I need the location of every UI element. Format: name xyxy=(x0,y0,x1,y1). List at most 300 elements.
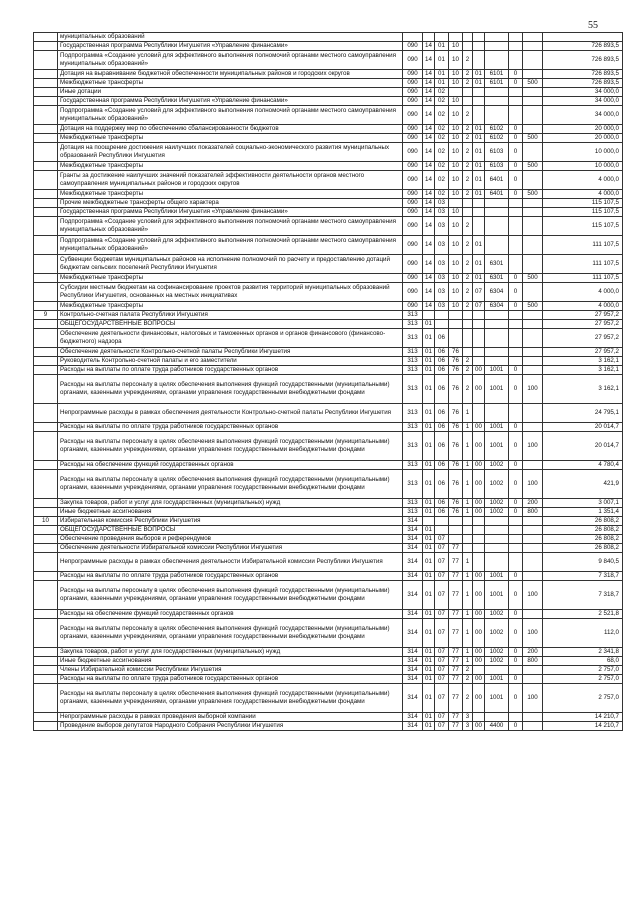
code-subprogram: 1 xyxy=(463,609,473,618)
code-direction: 6102 xyxy=(485,124,509,133)
row-amount: 115 107,5 xyxy=(543,207,623,216)
row-name: Государственная программа Республики Ингушетия «Управление финансами» xyxy=(58,96,403,105)
code-sub: 0 xyxy=(509,189,523,198)
code-program: 77 xyxy=(449,674,463,683)
code-ministry: 313 xyxy=(403,422,423,431)
row-name: Непрограммные расходы в рамках обеспечения деятельности Контрольно-счетной палаты Республики Ингушетия xyxy=(58,403,403,422)
code-subprogram: 2 xyxy=(463,124,473,133)
code-expense-type: 500 xyxy=(523,133,543,142)
code-subsection: 07 xyxy=(435,665,449,674)
row-name: ОБЩЕГОСУДАРСТВЕННЫЕ ВОПРОСЫ xyxy=(58,525,403,534)
code-subsection: 07 xyxy=(435,609,449,618)
row-number xyxy=(34,207,58,216)
code-subprogram: 2 xyxy=(463,683,473,712)
code-main-event xyxy=(473,207,485,216)
code-main-event xyxy=(473,534,485,543)
row-number xyxy=(34,683,58,712)
row-name: Прочие межбюджетные трансферты общего характера xyxy=(58,198,403,207)
code-section: 01 xyxy=(423,422,435,431)
code-section: 01 xyxy=(423,525,435,534)
code-ministry: 313 xyxy=(403,347,423,356)
code-direction xyxy=(485,105,509,124)
row-name: Обеспечение проведения выборов и референдумов xyxy=(58,534,403,543)
code-ministry: 090 xyxy=(403,96,423,105)
table-row xyxy=(34,170,623,189)
code-subsection: 06 xyxy=(435,328,449,347)
code-sub: 0 xyxy=(509,618,523,647)
code-ministry: 090 xyxy=(403,235,423,254)
row-number xyxy=(34,216,58,235)
row-number: 9 xyxy=(34,310,58,319)
row-name: Избирательная комиссия Республики Ингушетия xyxy=(58,516,403,525)
code-direction: 1002 xyxy=(485,647,509,656)
row-amount: 2 757,0 xyxy=(543,683,623,712)
code-main-event xyxy=(473,319,485,328)
code-subsection: 02 xyxy=(435,96,449,105)
row-name: Дотация на поддержку мер по обеспечению сбалансированности бюджетов xyxy=(58,124,403,133)
code-subsection: 07 xyxy=(435,618,449,647)
code-program: 10 xyxy=(449,96,463,105)
code-sub xyxy=(509,310,523,319)
code-direction: 1001 xyxy=(485,571,509,580)
code-subprogram xyxy=(463,543,473,552)
code-direction xyxy=(485,96,509,105)
code-main-event xyxy=(473,310,485,319)
row-name: Расходы на выплаты персоналу в целях обеспечения выполнения функций государственными (муниципальными) органами, казенными учреждениями, органами управления государственными внебюджетными фондами xyxy=(58,469,403,498)
row-number xyxy=(34,721,58,730)
code-sub xyxy=(509,552,523,571)
row-name: Руководитель Контрольно-счетной палаты и его заместители xyxy=(58,356,403,365)
table-row xyxy=(34,189,623,198)
table-row xyxy=(34,571,623,580)
code-subprogram: 1 xyxy=(463,618,473,647)
code-program: 77 xyxy=(449,665,463,674)
code-subprogram: 2 xyxy=(463,374,473,403)
code-ministry: 313 xyxy=(403,365,423,374)
row-number xyxy=(34,656,58,665)
code-sub xyxy=(509,235,523,254)
code-section: 14 xyxy=(423,301,435,310)
code-main-event: 01 xyxy=(473,78,485,87)
code-ministry: 314 xyxy=(403,674,423,683)
row-amount: 421,9 xyxy=(543,469,623,498)
code-sub: 0 xyxy=(509,683,523,712)
code-sub xyxy=(509,328,523,347)
row-amount: 34 000,0 xyxy=(543,96,623,105)
code-ministry: 314 xyxy=(403,712,423,721)
code-program: 10 xyxy=(449,161,463,170)
code-ministry: 314 xyxy=(403,534,423,543)
code-ministry: 313 xyxy=(403,310,423,319)
code-main-event: 07 xyxy=(473,282,485,301)
row-number xyxy=(34,460,58,469)
row-number xyxy=(34,618,58,647)
table-row xyxy=(34,683,623,712)
table-row xyxy=(34,69,623,78)
code-ministry: 314 xyxy=(403,525,423,534)
row-number xyxy=(34,170,58,189)
row-name: Субвенции бюджетам муниципальных районов на исполнение полномочий по расчету и предоставлению дотаций бюджетам сельских поселений Республики Ингушетия xyxy=(58,254,403,273)
code-section: 01 xyxy=(423,609,435,618)
table-row xyxy=(34,216,623,235)
table-row xyxy=(34,133,623,142)
code-main-event xyxy=(473,543,485,552)
code-section: 14 xyxy=(423,124,435,133)
code-subsection: 03 xyxy=(435,282,449,301)
code-section xyxy=(423,516,435,525)
code-direction: 1001 xyxy=(485,580,509,609)
code-expense-type: 100 xyxy=(523,580,543,609)
row-amount: 26 808,2 xyxy=(543,543,623,552)
code-expense-type xyxy=(523,216,543,235)
code-direction xyxy=(485,310,509,319)
table-row xyxy=(34,665,623,674)
code-subprogram: 2 xyxy=(463,674,473,683)
table-row xyxy=(34,50,623,69)
code-sub: 0 xyxy=(509,498,523,507)
row-name: Контрольно-счетная палата Республики Ингушетия xyxy=(58,310,403,319)
row-amount: 726 893,5 xyxy=(543,50,623,69)
row-number xyxy=(34,78,58,87)
code-expense-type xyxy=(523,319,543,328)
row-amount: 7 318,7 xyxy=(543,571,623,580)
code-section xyxy=(423,310,435,319)
code-direction: 1001 xyxy=(485,374,509,403)
row-name: Межбюджетные трансферты xyxy=(58,78,403,87)
row-number xyxy=(34,712,58,721)
code-ministry: 314 xyxy=(403,543,423,552)
code-direction: 1002 xyxy=(485,498,509,507)
row-name: Расходы на выплаты по оплате труда работников государственных органов xyxy=(58,365,403,374)
code-subprogram: 2 xyxy=(463,301,473,310)
row-number xyxy=(34,543,58,552)
row-name: Иные бюджетные ассигнования xyxy=(58,507,403,516)
row-amount: 27 957,2 xyxy=(543,328,623,347)
code-direction xyxy=(485,216,509,235)
code-ministry: 090 xyxy=(403,189,423,198)
code-section xyxy=(423,33,435,42)
code-sub: 0 xyxy=(509,69,523,78)
table-row xyxy=(34,347,623,356)
table-row xyxy=(34,647,623,656)
code-sub xyxy=(509,525,523,534)
code-sub: 0 xyxy=(509,674,523,683)
code-sub: 0 xyxy=(509,580,523,609)
row-number xyxy=(34,328,58,347)
code-ministry: 314 xyxy=(403,609,423,618)
code-program xyxy=(449,525,463,534)
code-program: 76 xyxy=(449,469,463,498)
code-main-event: 00 xyxy=(473,374,485,403)
table-row xyxy=(34,254,623,273)
code-ministry: 313 xyxy=(403,498,423,507)
row-number xyxy=(34,142,58,161)
row-amount: 3 162,1 xyxy=(543,365,623,374)
code-ministry: 090 xyxy=(403,142,423,161)
code-main-event xyxy=(473,403,485,422)
row-name: Обеспечение деятельности Контрольно-счетной палаты Республики Ингушетия xyxy=(58,347,403,356)
code-subsection: 06 xyxy=(435,374,449,403)
code-program xyxy=(449,534,463,543)
code-subprogram xyxy=(463,328,473,347)
code-ministry: 313 xyxy=(403,328,423,347)
row-amount: 10 000,0 xyxy=(543,142,623,161)
table-row xyxy=(34,422,623,431)
row-amount: 115 107,5 xyxy=(543,216,623,235)
row-number xyxy=(34,347,58,356)
row-amount: 111 107,5 xyxy=(543,235,623,254)
table-row xyxy=(34,142,623,161)
code-section: 14 xyxy=(423,133,435,142)
code-main-event xyxy=(473,33,485,42)
code-section: 01 xyxy=(423,721,435,730)
row-name: Обеспечение деятельности финансовых, налоговых и таможенных органов и органов финансового (финансово-бюджетного) надзора xyxy=(58,328,403,347)
code-ministry: 314 xyxy=(403,656,423,665)
table-row xyxy=(34,96,623,105)
table-row xyxy=(34,460,623,469)
code-sub: 0 xyxy=(509,374,523,403)
row-name: Закупка товаров, работ и услуг для государственных (муниципальных) нужд xyxy=(58,647,403,656)
code-subsection: 03 xyxy=(435,273,449,282)
code-direction: 1002 xyxy=(485,609,509,618)
code-program: 10 xyxy=(449,170,463,189)
table-row xyxy=(34,365,623,374)
row-name: Государственная программа Республики Ингушетия «Управление финансами» xyxy=(58,41,403,50)
table-row xyxy=(34,674,623,683)
row-name: Подпрограмма «Создание условий для эффективного выполнения полномочий органами местного самоуправления муниципальных образований» xyxy=(58,105,403,124)
row-amount: 111 107,5 xyxy=(543,273,623,282)
table-row xyxy=(34,656,623,665)
code-section: 01 xyxy=(423,580,435,609)
code-main-event: 01 xyxy=(473,189,485,198)
row-number xyxy=(34,403,58,422)
code-subprogram xyxy=(463,310,473,319)
code-main-event: 00 xyxy=(473,656,485,665)
code-direction: 6304 xyxy=(485,301,509,310)
code-subprogram: 1 xyxy=(463,498,473,507)
code-expense-type: 100 xyxy=(523,374,543,403)
table-row xyxy=(34,78,623,87)
code-main-event: 00 xyxy=(473,460,485,469)
row-amount: 24 795,1 xyxy=(543,403,623,422)
code-subsection: 06 xyxy=(435,422,449,431)
code-expense-type xyxy=(523,282,543,301)
code-program: 77 xyxy=(449,580,463,609)
row-name: Гранты за достижение наилучших значений показателей эффективности деятельности органов местного самоуправления муниципальных районов и городских округов xyxy=(58,170,403,189)
table-row xyxy=(34,469,623,498)
code-main-event: 01 xyxy=(473,133,485,142)
code-ministry: 314 xyxy=(403,552,423,571)
code-expense-type xyxy=(523,712,543,721)
table-row xyxy=(34,516,623,525)
code-section: 01 xyxy=(423,365,435,374)
code-program: 10 xyxy=(449,189,463,198)
code-section: 01 xyxy=(423,552,435,571)
row-amount: 4 000,0 xyxy=(543,282,623,301)
code-ministry: 314 xyxy=(403,721,423,730)
code-ministry: 090 xyxy=(403,216,423,235)
row-amount: 2 341,8 xyxy=(543,647,623,656)
code-ministry: 314 xyxy=(403,618,423,647)
code-sub xyxy=(509,347,523,356)
code-program xyxy=(449,328,463,347)
code-main-event: 00 xyxy=(473,365,485,374)
code-ministry: 313 xyxy=(403,431,423,460)
code-subsection: 02 xyxy=(435,124,449,133)
table-row xyxy=(34,712,623,721)
code-subprogram: 2 xyxy=(463,282,473,301)
code-subsection: 06 xyxy=(435,403,449,422)
table-row xyxy=(34,431,623,460)
row-number xyxy=(34,161,58,170)
row-amount: 726 893,5 xyxy=(543,78,623,87)
code-program: 76 xyxy=(449,374,463,403)
code-program: 10 xyxy=(449,69,463,78)
code-expense-type xyxy=(523,365,543,374)
code-subsection: 07 xyxy=(435,534,449,543)
code-ministry: 090 xyxy=(403,198,423,207)
code-subsection: 06 xyxy=(435,356,449,365)
code-sub: 0 xyxy=(509,301,523,310)
row-name: Иные бюджетные ассигнования xyxy=(58,656,403,665)
row-name: Межбюджетные трансферты xyxy=(58,161,403,170)
code-ministry: 090 xyxy=(403,254,423,273)
row-number xyxy=(34,254,58,273)
row-number xyxy=(34,365,58,374)
table-row xyxy=(34,609,623,618)
code-subsection: 02 xyxy=(435,133,449,142)
row-name: Расходы на выплаты персоналу в целях обеспечения выполнения функций государственными (муниципальными) органами, казенными учреждениями, органами управления государственными внебюджетными фондами xyxy=(58,374,403,403)
row-name: Расходы на обеспечение функций государственных органов xyxy=(58,609,403,618)
code-subsection xyxy=(435,516,449,525)
row-number xyxy=(34,422,58,431)
code-subsection: 02 xyxy=(435,87,449,96)
code-sub: 0 xyxy=(509,124,523,133)
code-expense-type xyxy=(523,33,543,42)
row-name: Подпрограмма «Создание условий для эффективного выполнения полномочий органами местного самоуправления муниципальных образований» xyxy=(58,235,403,254)
code-direction xyxy=(485,87,509,96)
code-program: 76 xyxy=(449,431,463,460)
code-main-event: 00 xyxy=(473,721,485,730)
code-sub xyxy=(509,41,523,50)
code-subprogram: 2 xyxy=(463,356,473,365)
table-row xyxy=(34,301,623,310)
code-subprogram xyxy=(463,87,473,96)
code-program: 76 xyxy=(449,356,463,365)
code-section: 14 xyxy=(423,273,435,282)
code-program: 77 xyxy=(449,543,463,552)
code-direction: 1001 xyxy=(485,683,509,712)
code-subprogram: 2 xyxy=(463,133,473,142)
code-sub: 0 xyxy=(509,431,523,460)
code-subprogram: 2 xyxy=(463,105,473,124)
code-ministry: 090 xyxy=(403,133,423,142)
code-expense-type xyxy=(523,347,543,356)
code-program: 10 xyxy=(449,254,463,273)
code-direction xyxy=(485,534,509,543)
code-subsection: 03 xyxy=(435,216,449,235)
code-subsection xyxy=(435,319,449,328)
code-section: 01 xyxy=(423,328,435,347)
code-expense-type xyxy=(523,571,543,580)
code-section: 01 xyxy=(423,543,435,552)
code-section: 01 xyxy=(423,683,435,712)
code-ministry: 313 xyxy=(403,374,423,403)
row-amount: 4 780,4 xyxy=(543,460,623,469)
row-amount: 20 000,0 xyxy=(543,133,623,142)
code-sub xyxy=(509,216,523,235)
code-section: 14 xyxy=(423,198,435,207)
code-expense-type xyxy=(523,552,543,571)
code-subprogram: 2 xyxy=(463,665,473,674)
table-row xyxy=(34,310,623,319)
row-name: Расходы на выплаты персоналу в целях обеспечения выполнения функций государственными (муниципальными) органами, казенными учреждениями, органами управления государственными внебюджетными фондами xyxy=(58,618,403,647)
code-sub xyxy=(509,319,523,328)
row-number xyxy=(34,431,58,460)
code-subsection: 07 xyxy=(435,683,449,712)
code-direction: 6101 xyxy=(485,78,509,87)
code-ministry: 314 xyxy=(403,647,423,656)
code-section: 14 xyxy=(423,235,435,254)
code-section: 14 xyxy=(423,87,435,96)
code-direction: 6301 xyxy=(485,254,509,273)
code-program: 77 xyxy=(449,609,463,618)
code-subprogram: 1 xyxy=(463,469,473,498)
row-amount: 10 000,0 xyxy=(543,161,623,170)
code-subsection xyxy=(435,525,449,534)
code-main-event xyxy=(473,198,485,207)
row-amount: 34 000,0 xyxy=(543,87,623,96)
code-subprogram: 1 xyxy=(463,422,473,431)
code-subsection: 06 xyxy=(435,498,449,507)
table-row xyxy=(34,543,623,552)
code-main-event: 01 xyxy=(473,161,485,170)
row-name: Дотация на поощрение достижения наилучших показателей социально-экономического развития муниципальных образований Республики Ингушетия xyxy=(58,142,403,161)
row-number xyxy=(34,507,58,516)
code-ministry: 314 xyxy=(403,665,423,674)
code-subprogram: 1 xyxy=(463,552,473,571)
code-subsection xyxy=(435,310,449,319)
code-program: 76 xyxy=(449,365,463,374)
code-program: 77 xyxy=(449,656,463,665)
row-name: Расходы на выплаты по оплате труда работников государственных органов xyxy=(58,571,403,580)
code-subprogram: 1 xyxy=(463,460,473,469)
code-section: 01 xyxy=(423,665,435,674)
code-ministry xyxy=(403,33,423,42)
code-expense-type: 500 xyxy=(523,78,543,87)
code-subprogram xyxy=(463,207,473,216)
row-number xyxy=(34,124,58,133)
code-section: 01 xyxy=(423,674,435,683)
code-expense-type xyxy=(523,235,543,254)
code-main-event: 00 xyxy=(473,609,485,618)
code-main-event: 01 xyxy=(473,170,485,189)
code-subprogram xyxy=(463,319,473,328)
table-row xyxy=(34,161,623,170)
code-subsection: 06 xyxy=(435,460,449,469)
row-amount: 726 893,5 xyxy=(543,69,623,78)
code-direction xyxy=(485,665,509,674)
code-program: 77 xyxy=(449,721,463,730)
code-subsection: 06 xyxy=(435,365,449,374)
row-amount: 26 808,2 xyxy=(543,525,623,534)
code-expense-type xyxy=(523,41,543,50)
row-name: Субсидии местным бюджетам на софинансирование проектов развития территорий муниципальных образований Республики Ингушетия, основанных на местных инициативах xyxy=(58,282,403,301)
code-section: 14 xyxy=(423,105,435,124)
code-direction xyxy=(485,347,509,356)
row-amount: 3 007,1 xyxy=(543,498,623,507)
code-expense-type: 200 xyxy=(523,647,543,656)
